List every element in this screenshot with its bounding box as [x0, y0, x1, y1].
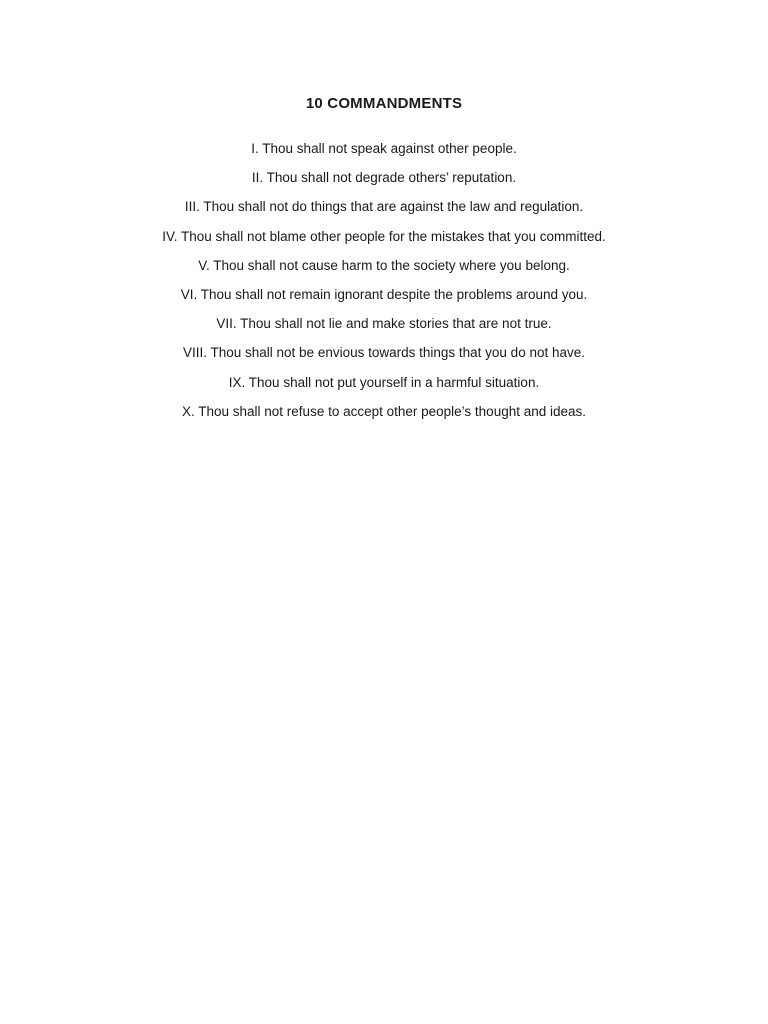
- commandments-list: [0, 134, 768, 426]
- commandment-2: II. Thou shall not degrade others’ reputation.: [251, 170, 517, 186]
- commandment-9: IX. Thou shall not put yourself in a harmful situation.: [228, 374, 540, 390]
- commandment-7: VII. Thou shall not lie and make stories that are not true.: [216, 316, 552, 332]
- commandment-3: III. Thou shall not do things that are against the law and regulation.: [184, 199, 584, 215]
- commandment-10: X. Thou shall not refuse to accept other people’s thought and ideas.: [181, 403, 587, 419]
- document-title: 10 COMMANDMENTS: [305, 95, 463, 112]
- commandment-8: VIII. Thou shall not be envious towards things that you do not have.: [182, 345, 585, 361]
- commandment-1: I. Thou shall not speak against other people.: [251, 141, 517, 156]
- commandment-4: IV. Thou shall not blame other people for the mistakes that you committed.: [162, 228, 606, 244]
- commandment-5: V. Thou shall not cause harm to the society where you belong.: [198, 257, 570, 273]
- commandment-6: VI. Thou shall not remain ignorant despite the problems around you.: [180, 287, 588, 303]
